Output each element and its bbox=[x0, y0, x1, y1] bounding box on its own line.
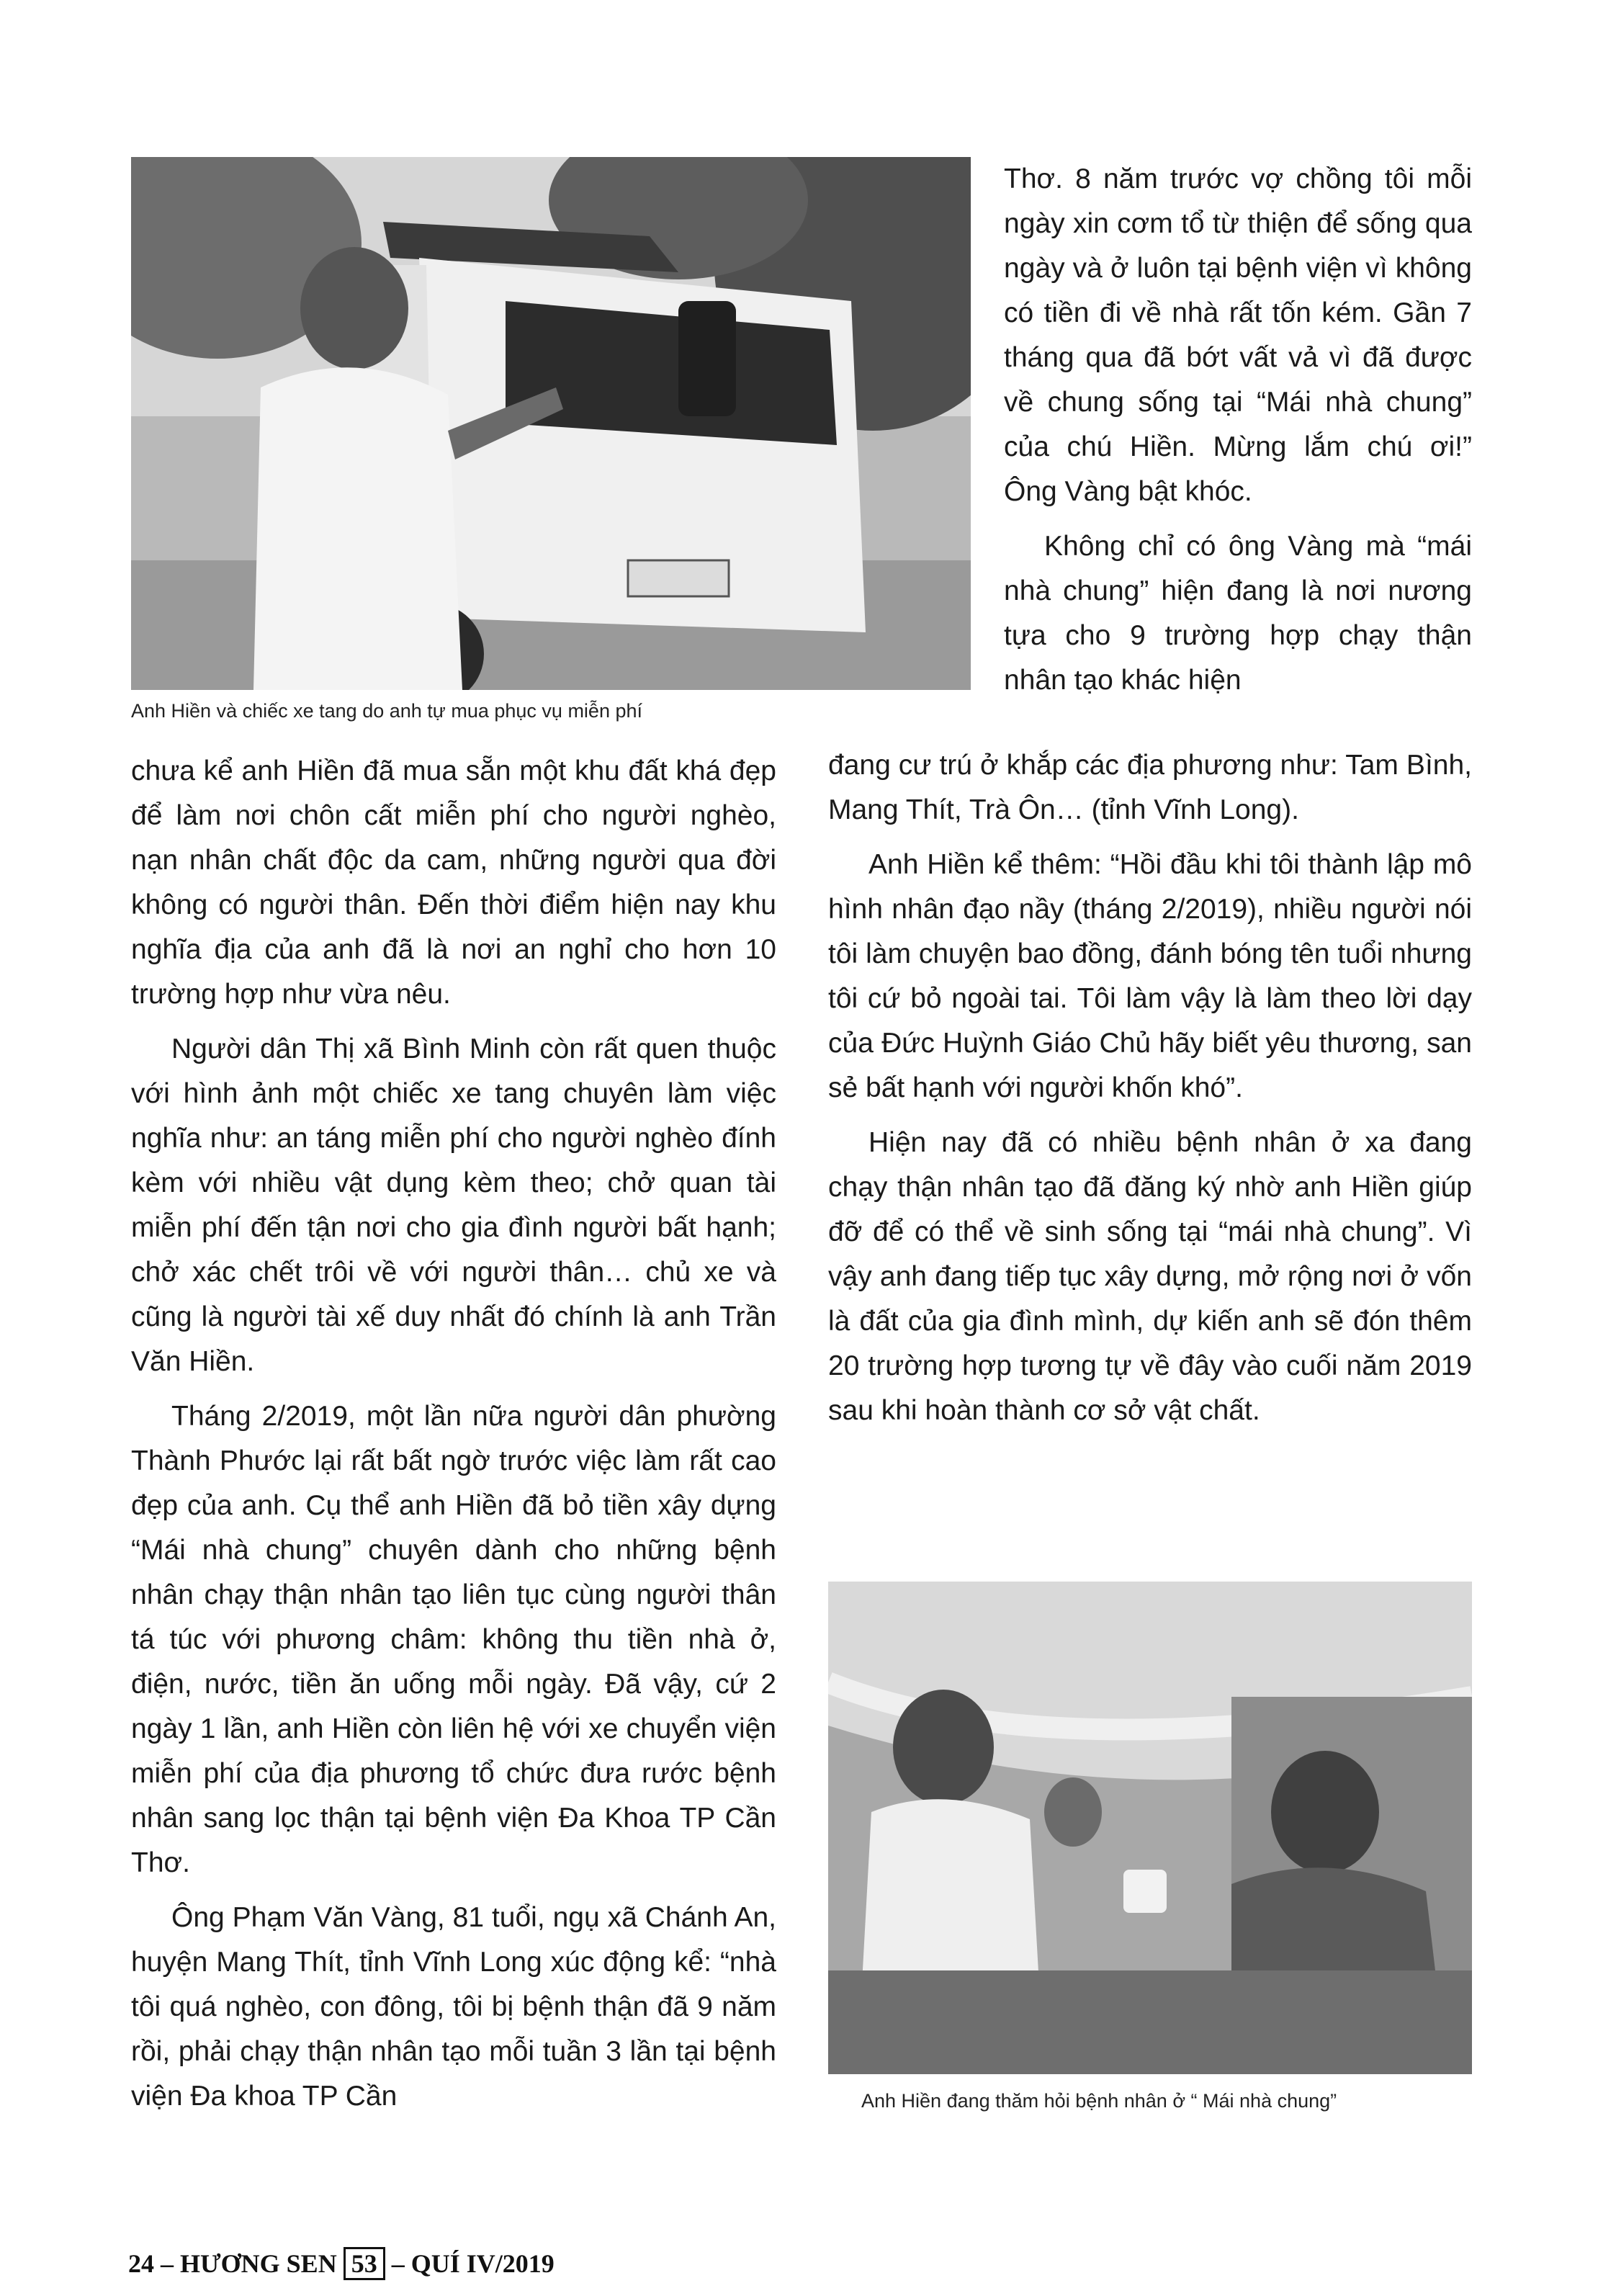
right-column-main bbox=[828, 743, 1472, 1433]
photo-hien-with-hearse bbox=[131, 157, 971, 690]
footer-dash: – bbox=[161, 2249, 174, 2278]
page-footer bbox=[128, 2247, 555, 2280]
photo-hien-visiting-patient-image bbox=[828, 1582, 1472, 2074]
photo-bottom-caption: Anh Hiền đang thăm hỏi bệnh nhân ở “ Mái nhà chung” bbox=[861, 2090, 1337, 2112]
page-number: 24 bbox=[128, 2249, 154, 2278]
paragraph: Hiện nay đã có nhiều bệnh nhân ở xa đang chạy thận nhân tạo đã đăng ký nhờ anh Hiền giúp đỡ để có thể về sinh sống tại “mái nhà chung”. Vì vậy anh đang tiếp tục xây dựng, mở rộng nơi ở vốn là đất của gia đình mình, dự kiến anh sẽ đón thêm 20 trường hợp tương tự về đây vào cuối năm 2019 sau khi hoàn thành cơ sở vật chất. bbox=[828, 1127, 1472, 1426]
photo-top-caption: Anh Hiền và chiếc xe tang do anh tự mua phục vụ miễn phí bbox=[131, 700, 643, 722]
photo-hien-visiting-patient bbox=[828, 1582, 1472, 2074]
paragraph: đang cư trú ở khắp các địa phương như: Tam Bình, Mang Thít, Trà Ôn… (tỉnh Vĩnh Long). bbox=[828, 750, 1472, 825]
paragraph: Ông Phạm Văn Vàng, 81 tuổi, ngụ xã Chánh An, huyện Mang Thít, tỉnh Vĩnh Long xúc động kể: “nhà tôi quá nghèo, con đông, tôi bị bệnh thận đã 9 năm rồi, phải chạy thận nhân tạo mỗi tuần 3 lần tại bệnh viện Đa khoa TP Cần bbox=[131, 1902, 776, 2112]
paragraph: Anh Hiền kể thêm: “Hồi đầu khi tôi thành lập mô hình nhân đạo nầy (tháng 2/2019), nhiều người nói tôi làm chuyện bao đồng, đánh bóng tên tuổi nhưng tôi cứ bỏ ngoài tai. Tôi làm vậy là làm theo lời dạy của Đức Huỳnh Giáo Chủ hãy biết yêu thương, san sẻ bất hạnh với người khốn khó”. bbox=[828, 849, 1472, 1103]
paragraph: Không chỉ có ông Vàng mà “mái nhà chung” hiện đang là nơi nương tựa cho 9 trường hợp chạy thận nhân tạo khác hiện bbox=[1004, 531, 1472, 696]
paragraph: Thơ. 8 năm trước vợ chồng tôi mỗi ngày xin cơm tổ từ thiện để sống qua ngày và ở luôn tại bệnh viện vì không có tiền đi về nhà rất tốn kém. Gần 7 tháng qua đã bớt vất vả vì đã được về chung sống tại “Mái nhà chung” của chú Hiền. Mừng lắm chú ơi!” Ông Vàng bật khóc. bbox=[1004, 163, 1472, 507]
paragraph: Người dân Thị xã Bình Minh còn rất quen thuộc với hình ảnh một chiếc xe tang chuyên làm việc nghĩa như: an táng miễn phí cho người nghèo đính kèm với nhiều vật dụng kèm theo; chở quan tài miễn phí đến tận nơi cho gia đình người bất hạnh; chở xác chết trôi về với người thân… chủ xe và cũng là người tài xế duy nhất đó chính là anh Trần Văn Hiền. bbox=[131, 1033, 776, 1377]
issue-period: QUÍ IV/2019 bbox=[410, 2249, 555, 2278]
photo-hien-with-hearse-image bbox=[131, 157, 971, 690]
paragraph: Tháng 2/2019, một lần nữa người dân phường Thành Phước lại rất bất ngờ trước việc làm rất cao đẹp của anh. Cụ thể anh Hiền đã bỏ tiền xây dựng “Mái nhà chung” chuyên dành cho những bệnh nhân chạy thận nhân tạo liên tục cùng người thân tá túc với phương châm: không thu tiền nhà ở, điện, nước, tiền ăn uống mỗi ngày. Đã vậy, cứ 2 ngày 1 lần, anh Hiền còn liên hệ với xe chuyển viện miễn phí của địa phương tổ chức đưa rước bệnh nhân sang lọc thận tại bệnh viện Đa Khoa TP Cần Thơ. bbox=[131, 1401, 776, 1878]
right-column-top bbox=[1004, 157, 1472, 703]
issue-number: 53 bbox=[344, 2247, 385, 2280]
paragraph: chưa kể anh Hiền đã mua sẵn một khu đất khá đẹp để làm nơi chôn cất miễn phí cho người nghèo, nạn nhân chất độc da cam, những người qua đời không có người thân. Đến thời điểm hiện nay khu nghĩa địa của anh đã là nơi an nghỉ cho hơn 10 trường hợp như vừa nêu. bbox=[131, 755, 776, 1010]
footer-dash: – bbox=[391, 2249, 405, 2278]
magazine-name: HƯƠNG SEN bbox=[180, 2249, 337, 2278]
left-column bbox=[131, 749, 776, 2119]
